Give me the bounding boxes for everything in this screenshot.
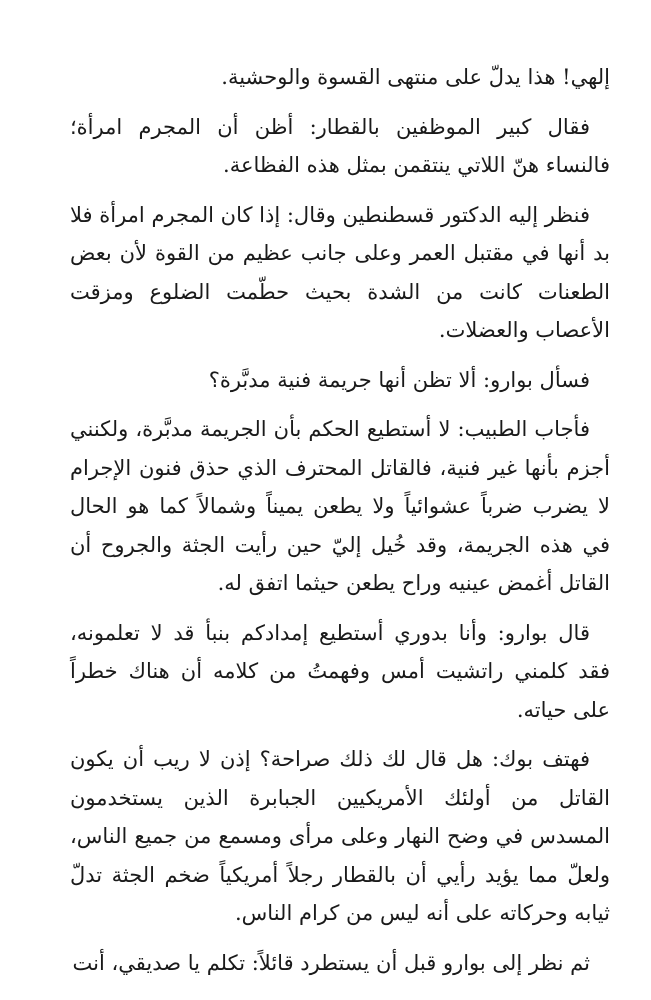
paragraph-5: فأجاب الطبيب: لا أستطيع الحكم بأن الجريمة مدبَّرة، ولكنني أجزم بأنها غير فنية، فالقاتل المحترف الذي حذق فنون الإجرام لا يضرب ضرباً عشوائياً ولا يطعن يميناً وشمالاً كما هو الحال في هذه الجريمة، وقد خُيل إليّ حين رأيت الجثة والجروح أن القاتل أغمض عينيه وراح يطعن حيثما اتفق له. — [70, 417, 610, 595]
book-page-text — [70, 58, 610, 993]
paragraph-3: فنظر إليه الدكتور قسطنطين وقال: إذا كان المجرم امرأة فلا بد أنها في مقتبل العمر وعلى جانب عظيم من القوة لأن بعض الطعنات كانت من الشدة بحيث حطّمت الضلوع ومزقت الأعصاب والعضلات. — [70, 202, 610, 342]
paragraph-8: ثم نظر إلى بوارو قبل أن يستطرد قائلاً: تكلم يا صديقي، أنت — [72, 950, 590, 975]
paragraph-2: فقال كبير الموظفين بالقطار: أظن أن المجرم امرأة؛ فالنساء هنّ اللاتي ينتقمن بمثل هذه الفظاعة. — [70, 114, 610, 177]
paragraph-6: قال بوارو: وأنا بدوري أستطيع إمدادكم بنبأ قد لا تعلمونه، فقد كلمني راتشيت أمس وفهمتُ من كلامه أن هناك خطراً على حياته. — [70, 620, 610, 722]
paragraph-7: فهتف بوك: هل قال لك ذلك صراحة؟ إذن لا ريب أن يكون القاتل من أولئك الأمريكيين الجبابرة الذين يستخدمون المسدس في وضح النهار وعلى مرأى ومسمع من جميع الناس، ولعلّ مما يؤيد رأيي أن بالقطار رجلاً أمريكياً ضخم الجثة تدلّ ثيابه وحركاته على أنه ليس من كرام الناس. — [70, 747, 610, 925]
paragraph-4: فسأل بوارو: ألا تظن أنها جريمة فنية مدبَّرة؟ — [208, 367, 590, 392]
paragraph-1: إلهي! هذا يدلّ على منتهى القسوة والوحشية. — [221, 65, 610, 89]
